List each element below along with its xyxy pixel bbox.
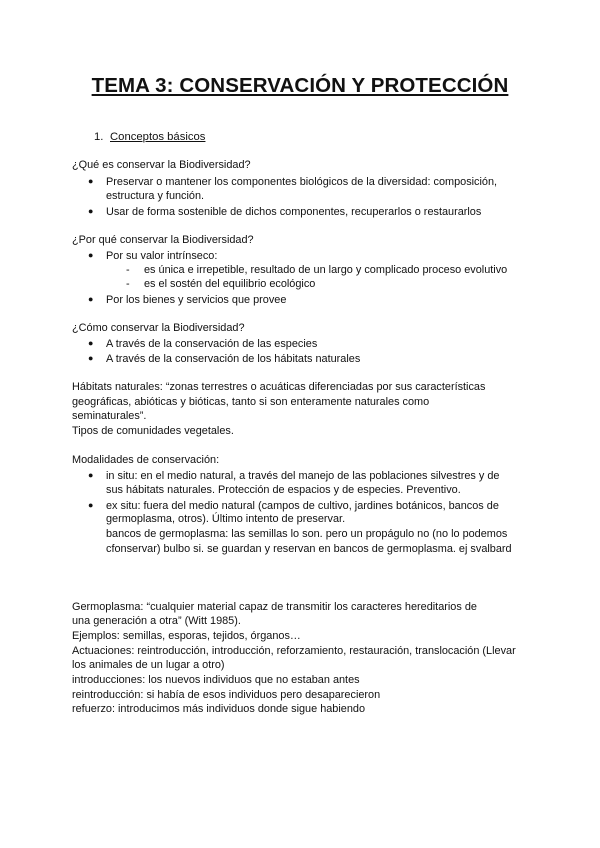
section-label: Conceptos básicos bbox=[110, 131, 206, 143]
list-item-text: Por los bienes y servicios que provee bbox=[106, 294, 287, 306]
bullet-icon: ● bbox=[88, 206, 94, 216]
germoplasma-line: Germoplasma: “cualquier material capaz de transmitir los caracteres hereditarios de bbox=[72, 601, 477, 613]
sub-list-item bbox=[126, 277, 315, 291]
bullet-icon: ● bbox=[88, 250, 94, 260]
germoplasma-line: introducciones: los nuevos individuos que no estaban antes bbox=[72, 674, 360, 686]
bullet-icon: ● bbox=[88, 176, 94, 186]
list-item-text: in situ: en el medio natural, a través del manejo de las poblaciones silvestres y de bbox=[106, 470, 500, 482]
habitats-paragraph-line: seminaturales”. bbox=[72, 410, 147, 422]
list-item-continuation: germoplasma, otros). Último intento de preservar. bbox=[106, 513, 346, 525]
list-item bbox=[88, 204, 481, 219]
question-how: ¿Cómo conservar la Biodiversidad? bbox=[72, 322, 245, 334]
germoplasma-line: una generación a otra” (Witt 1985). bbox=[72, 615, 241, 627]
list-item-continuation: sus hábitats naturales. Protección de espacios y de especies. Preventivo. bbox=[106, 484, 461, 496]
sub-list-item-text: es el sostén del equilibrio ecológico bbox=[144, 278, 316, 290]
dash-icon: - bbox=[126, 278, 130, 290]
bullet-icon: ● bbox=[88, 500, 94, 510]
list-item bbox=[88, 351, 360, 366]
list-item-text: Usar de forma sostenible de dichos componentes, recuperarlos o restaurarlos bbox=[106, 206, 482, 218]
bullet-icon: ● bbox=[88, 338, 94, 348]
sub-list-item bbox=[126, 263, 507, 277]
habitats-paragraph-line: geográficas, abióticas y bióticas, tanto si son enteramente naturales como bbox=[72, 396, 430, 408]
section-heading bbox=[94, 131, 205, 143]
bullet-icon: ● bbox=[88, 294, 94, 304]
list-item bbox=[88, 468, 500, 483]
modalidades-heading: Modalidades de conservación: bbox=[72, 454, 220, 466]
list-item bbox=[88, 292, 286, 307]
list-item-text: A través de la conservación de los hábitats naturales bbox=[106, 353, 361, 365]
list-item bbox=[88, 248, 217, 263]
document-title: TEMA 3: CONSERVACIÓN Y PROTECCIÓN bbox=[91, 74, 509, 97]
question-what: ¿Qué es conservar la Biodiversidad? bbox=[72, 159, 251, 171]
list-item-text: Por su valor intrínseco: bbox=[106, 250, 218, 262]
question-why: ¿Por qué conservar la Biodiversidad? bbox=[72, 234, 254, 246]
list-item-text: ex situ: fuera del medio natural (campos de cultivo, jardines botánicos, bancos de bbox=[106, 500, 499, 512]
list-item-continuation: bancos de germoplasma: las semillas lo son. pero un propágulo no (no lo podemos bbox=[106, 528, 508, 540]
list-item bbox=[88, 336, 317, 351]
germoplasma-line: reintroducción: si había de esos individuos pero desaparecieron bbox=[72, 689, 381, 701]
bullet-icon: ● bbox=[88, 353, 94, 363]
sub-list-item-text: es única e irrepetible, resultado de un largo y complicado proceso evolutivo bbox=[144, 264, 508, 276]
germoplasma-line: Actuaciones: reintroducción, introducción, reforzamiento, restauración, translocación (Llevar bbox=[72, 645, 516, 657]
list-item-continuation: estructura y función. bbox=[106, 190, 205, 202]
germoplasma-line: refuerzo: introducimos más individuos donde sigue habiendo bbox=[72, 703, 366, 715]
bullet-icon: ● bbox=[88, 470, 94, 480]
list-item-text: Preservar o mantener los componentes biológicos de la diversidad: composición, bbox=[106, 176, 498, 188]
list-item-continuation: cfonservar) bulbo si. se guardan y reservan en bancos de germoplasma. ej svalbard bbox=[106, 543, 512, 555]
list-item bbox=[88, 174, 497, 189]
list-item bbox=[88, 498, 499, 513]
germoplasma-line: Ejemplos: semillas, esporas, tejidos, órganos… bbox=[72, 630, 301, 642]
germoplasma-line: los animales de un lugar a otro) bbox=[72, 659, 225, 671]
habitats-paragraph-line: Hábitats naturales: “zonas terrestres o acuáticas diferenciadas por sus características bbox=[72, 381, 486, 393]
dash-icon: - bbox=[126, 264, 130, 276]
section-number: 1. bbox=[94, 131, 104, 143]
list-item-text: A través de la conservación de las especies bbox=[106, 338, 318, 350]
habitats-paragraph-line: Tipos de comunidades vegetales. bbox=[72, 425, 234, 437]
